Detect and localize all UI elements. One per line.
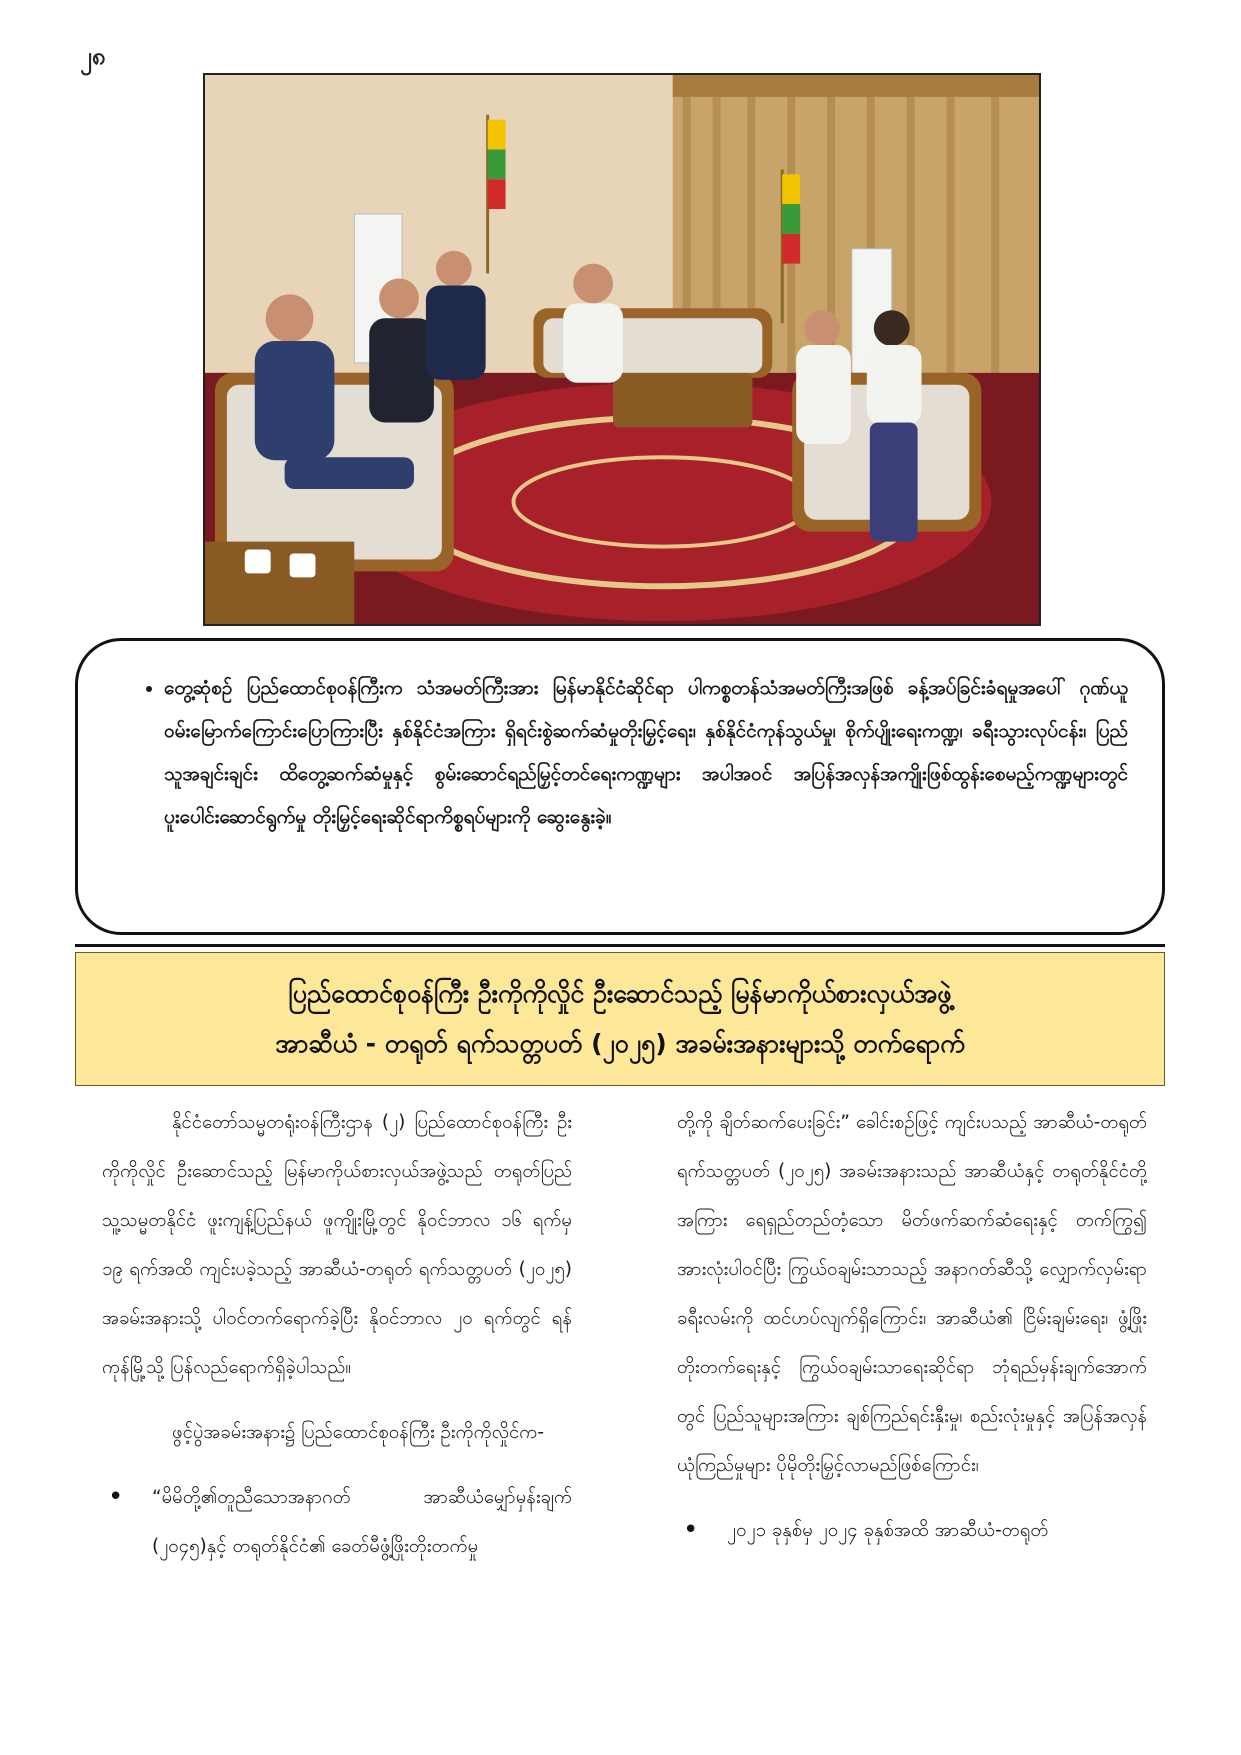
coffee-table [613, 373, 752, 428]
headline-line-2: အာဆီယံ - တရုတ် ရက်သတ္တပတ် (၂၀၂၅) အခမ်းအနားများသို့ တက်ရောက် [275, 1029, 965, 1058]
side-table [205, 542, 354, 624]
left-column [102, 1098, 572, 1581]
page-number: ၂၈ [80, 42, 106, 70]
bullet-item: • “မိမိတို့၏တူညီသောအနာဂတ် အာဆီယံမျှော်မှန်းချက် (၂၀၄၅)နှင့် တရုတ်နိုင်ငံ၏ ခေတ်မီဖွံ့ဖြိုးတိုးတက်မှု [102, 1473, 572, 1571]
tea-cup [245, 550, 271, 574]
paragraph: နိုင်ငံတော်သမ္မတရုံးဝန်ကြီးဌာန (၂) ပြည်ထောင်စုဝန်ကြီး ဦးကိုကိုလှိုင် ဦးဆောင်သည့် မြန်မာကိုယ်စားလှယ်အဖွဲ့သည် တရုတ်ပြည်သူ့သမ္မတနိုင်ငံ ဖူးကျန့်ပြည်နယ် ဖူကျိုးမြို့တွင် နိုဝင်ဘာလ ၁၆ ရက်မှ ၁၉ ရက်အထိ ကျင်းပခဲ့သည့် အာဆီယံ-တရုတ် ရက်သတ္တပတ် (၂၀၂၅) အခမ်းအနားသို့ ပါဝင်တက်ရောက်ခဲ့ပြီး နိုဝင်ဘာလ ၂၀ ရက်တွင် ရန်ကုန်မြို့သို့ ပြန်လည်ရောက်ရှိခဲ့ပါသည်။ [102, 1112, 572, 1378]
headline [75, 952, 1165, 1086]
meeting-photo [203, 73, 1041, 626]
tea-cup [290, 554, 316, 578]
caption-list [128, 667, 1128, 839]
caption-box [75, 638, 1165, 935]
meeting-photo-illustration [205, 75, 1039, 624]
bullet-item: • ၂၀၂၁ ခုနှစ်မှ ၂၀၂၄ ခုနှစ်အထိ အာဆီယံ-တရုတ် [677, 1506, 1147, 1555]
paragraph: တို့ကို ချိတ်ဆက်ပေးခြင်း” ခေါင်းစဉ်ဖြင့် ကျင်းပသည့် အာဆီယံ-တရုတ် ရက်သတ္တပတ် (၂၀၂၅) အခမ်းအနားသည် အာဆီယံနှင့် တရုတ်နိုင်ငံတို့အကြား ရေရှည်တည်တံ့သော မိတ်ဖက်ဆက်ဆံရေးနှင့် တက်ကြွ၍ အားလုံးပါဝင်ပြီး ကြွယ်ဝချမ်းသာသည့် အနာဂတ်ဆီသို့ လျှောက်လှမ်းရာခရီးလမ်းကို ထင်ဟပ်လျက်ရှိကြောင်း၊ အာဆီယံ၏ ငြိမ်းချမ်းရေး၊ ဖွံ့ဖြိုးတိုးတက်ရေးနှင့် ကြွယ်ဝချမ်းသာရေးဆိုင်ရာ ဘုံရည်မှန်းချက်အောက်တွင် ပြည်သူများအကြား ချစ်ကြည်ရင်းနှီးမှု၊ စည်းလုံးမှုနှင့် အပြန်အလှန်ယုံကြည်မှုများ ပိုမိုတိုးမြှင့်လာမည်ဖြစ်ကြောင်း၊ [677, 1112, 1147, 1476]
headline-line-1: ပြည်ထောင်စုဝန်ကြီး ဦးကိုကိုလှိုင် ဦးဆောင်သည့် မြန်မာကိုယ်စားလှယ်အဖွဲ့ [288, 979, 952, 1008]
divider [75, 944, 1165, 947]
right-column [677, 1098, 1147, 1565]
paragraph: ဖွင့်ပွဲအခမ်းအနား၌ ပြည်ထောင်စုဝန်ကြီး ဦးကိုကိုလှိုင်က- [172, 1422, 545, 1443]
caption-text: • တွေ့ဆုံစဉ် ပြည်ထောင်စုဝန်ကြီးက သံအမတ်ကြီးအား မြန်မာနိုင်ငံဆိုင်ရာ ပါကစ္စတန်သံအမတ်ကြီးအဖြစ် ခန့်အပ်ခြင်းခံရမှုအပေါ် ဂုဏ်ယူဝမ်းမြောက်ကြောင်းပြောကြားပြီး နှစ်နိုင်ငံအကြား ရှိရင်းစွဲဆက်ဆံမှုတိုးမြှင့်ရေး၊ နှစ်နိုင်ငံကုန်သွယ်မှု၊ စိုက်ပျိုးရေးကဏ္ဍ၊ ခရီးသွားလုပ်ငန်း၊ ပြည်သူအချင်းချင်း ထိတွေ့ဆက်ဆံမှုနှင့် စွမ်းဆောင်ရည်မြှင့်တင်ရေးကဏ္ဍများ အပါအဝင် အပြန်အလှန်အကျိုးဖြစ်ထွန်းစေမည့်ကဏ္ဍများတွင် ပူးပေါင်းဆောင်ရွက်မှု တိုးမြှင့်ရေးဆိုင်ရာကိစ္စရပ်များကို ဆွေးနွေးခဲ့။ [164, 667, 1128, 839]
